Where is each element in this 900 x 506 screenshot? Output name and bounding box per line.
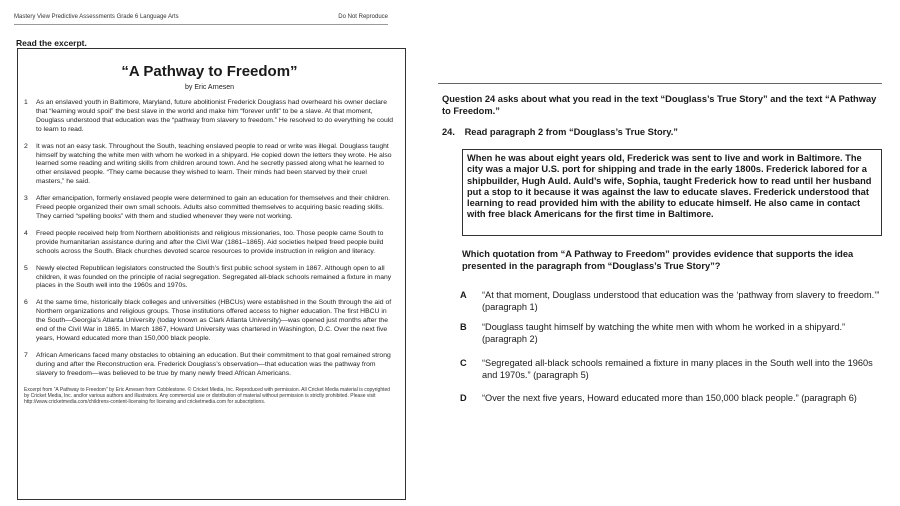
copyright-credit: Excerpt from “A Pathway to Freedom” by Eric Arnesen from Cobblestone. © Cricket Media, Inc. Reproduced with permission. All Cricket Media material is copyrighted by Cricket Media, Inc. and/or various authors and illustrators. Any commercial use or distribution of material without permission is strictly prohibited. Please visit http://www.cricketmedia.com/childrens-content-licensing for licensing and cricketmedia.com for subscriptions. bbox=[24, 386, 391, 405]
paragraph bbox=[24, 143, 395, 188]
section-divider bbox=[438, 83, 882, 84]
paragraph-text: African Americans faced many obstacles to obtaining an education. But their commitment to that goal remained strong during and after the Reconstruction era. Frederick Douglass’s observation—that education was the pathway from slavery to freedom—was believed to be true by many newly freed African Americans. bbox=[36, 351, 391, 377]
paragraph-number: 6 bbox=[24, 299, 28, 307]
paragraph-text: It was not an easy task. Throughout the South, teaching enslaved people to read or write was illegal. Douglass taught himself by watching the white men with whom he worked in a shipyard. He copied down the letters they wrote. He also learned some reading and writing skills from children around town. And he secretly passed along what he learned to other enslaved people. “They came because they wished to learn. Their minds had been starved by their cruel masters,” he said. bbox=[36, 142, 392, 186]
question-text: Which quotation from “A Pathway to Freedom” provides evidence that supports the idea presented in the paragraph from “Douglass’s True Story”? bbox=[462, 249, 854, 271]
choice-text: “Over the next five years, Howard educated more than 150,000 black people.” (paragraph 6) bbox=[482, 393, 857, 403]
paragraph-text: After emancipation, formerly enslaved people were determined to gain an education for themselves and their children. Freed people organized their own small schools. Adults also committed themselves to acquiring basic reading skills. They carried “spelling books” with them and studied whenever they were not working. bbox=[36, 195, 391, 220]
paragraph-number: 3 bbox=[24, 195, 28, 203]
choice-letter: A bbox=[460, 290, 467, 300]
answer-choice-d[interactable] bbox=[460, 393, 890, 405]
choice-letter: D bbox=[460, 393, 467, 403]
paragraph-text: Freed people received help from Northern abolitionists and religious missionaries, too. Those people came South to provide humanitarian assistance during and after the Civil War (1861–1865). Aid societies helped freed people build schools across the South. Black churches devoted scarce resources to provide instruction in religion and literacy. bbox=[36, 229, 384, 255]
passage-title: “A Pathway to Freedom” bbox=[121, 63, 298, 80]
paragraph-text: Newly elected Republican legislators constructed the South’s first public school system in 1867. Although open to all children, it was founded on the principle of racial segregation. Segregated all-black schools remained a fixture in many places in the South well into the 1960s and 1970s. bbox=[36, 264, 392, 290]
passage-box bbox=[17, 48, 406, 500]
choice-text: “At that moment, Douglass understood that education was the ‘pathway from slavery to freedom.’” (paragraph 1) bbox=[482, 290, 880, 312]
choice-text: “Douglass taught himself by watching the white men with whom he worked in a shipyard.” (paragraph 2) bbox=[482, 322, 846, 344]
question-intro: Question 24 asks about what you read in the text “Douglass’s True Story” and the text “A Pathway to Freedom.” bbox=[442, 94, 877, 116]
paragraph-number: 5 bbox=[24, 264, 28, 272]
paragraph-number: 1 bbox=[24, 99, 28, 106]
paragraph-number: 2 bbox=[24, 142, 28, 150]
paragraph bbox=[24, 265, 395, 292]
answer-choice-a[interactable] bbox=[460, 290, 890, 313]
question-header bbox=[442, 127, 678, 137]
paragraph-text: At the same time, historically black colleges and universities (HBCUs) were established in the South through the aid of Northern organizations and religious groups. Those institutions offered access to higher education. The first HBCU in the South—Georgia’s Atlanta University (today known as Clark Atlanta University)—was opened just months after the end of the Civil War in 1865. In March 1867, Howard University was chartered in Washington, D.C. Over the next five years, Howard educated more than 150,000 black people. bbox=[36, 299, 392, 342]
read-instruction: Read the excerpt. bbox=[16, 38, 87, 48]
header-divider bbox=[14, 24, 388, 25]
question-page bbox=[436, 0, 900, 506]
paragraph bbox=[24, 99, 395, 135]
passage-author: by Eric Arnesen bbox=[184, 84, 235, 91]
excerpt-box: When he was about eight years old, Frederick was sent to live and work in Baltimore. The city was a major U.S. port for shipping and trade in the early 1800s. Frederick labored for a shipbuilder, Hugh Auld. Auld’s wife, Sophia, taught Frederick how to read until her husband put a stop to it because it was against the law to educate slaves. Frederick understood that learning to read provided him with the ability to educate himself. He also came in contact with free black Americans for the first time in Baltimore. bbox=[462, 149, 882, 236]
page-header bbox=[14, 14, 388, 24]
header-title: Mastery View Predictive Assessments Grade 6 Language Arts bbox=[14, 14, 179, 20]
answer-choice-c[interactable] bbox=[460, 358, 890, 381]
paragraph bbox=[24, 352, 395, 379]
paragraph-number: 4 bbox=[24, 229, 28, 237]
header-notice: Do Not Reproduce bbox=[338, 14, 388, 20]
paragraph bbox=[24, 230, 395, 257]
passage-page bbox=[14, 10, 406, 500]
paragraph-text: As an enslaved youth in Baltimore, Maryland, future abolitionist Frederick Douglass had overheard his owner declare that “learning would spoil” the best slave in the world and make him “forever unfit” to be a slave. At that moment, Douglass understood that education was the “pathway from slavery to freedom.” He resolved to do everything he could to learn to read. bbox=[36, 99, 394, 133]
answer-choice-b[interactable] bbox=[460, 322, 890, 345]
choice-letter: B bbox=[460, 322, 467, 332]
choice-text: “Segregated all-black schools remained a fixture in many places in the South well into the 1960s and 1970s.” (paragraph 5) bbox=[482, 358, 873, 380]
paragraph bbox=[24, 195, 395, 222]
question-prompt: Read paragraph 2 from “Douglass’s True Story.” bbox=[464, 127, 678, 137]
choice-letter: C bbox=[460, 358, 467, 368]
paragraph bbox=[24, 299, 395, 344]
paragraph-number: 7 bbox=[24, 351, 28, 359]
question-number: 24. bbox=[442, 127, 455, 137]
